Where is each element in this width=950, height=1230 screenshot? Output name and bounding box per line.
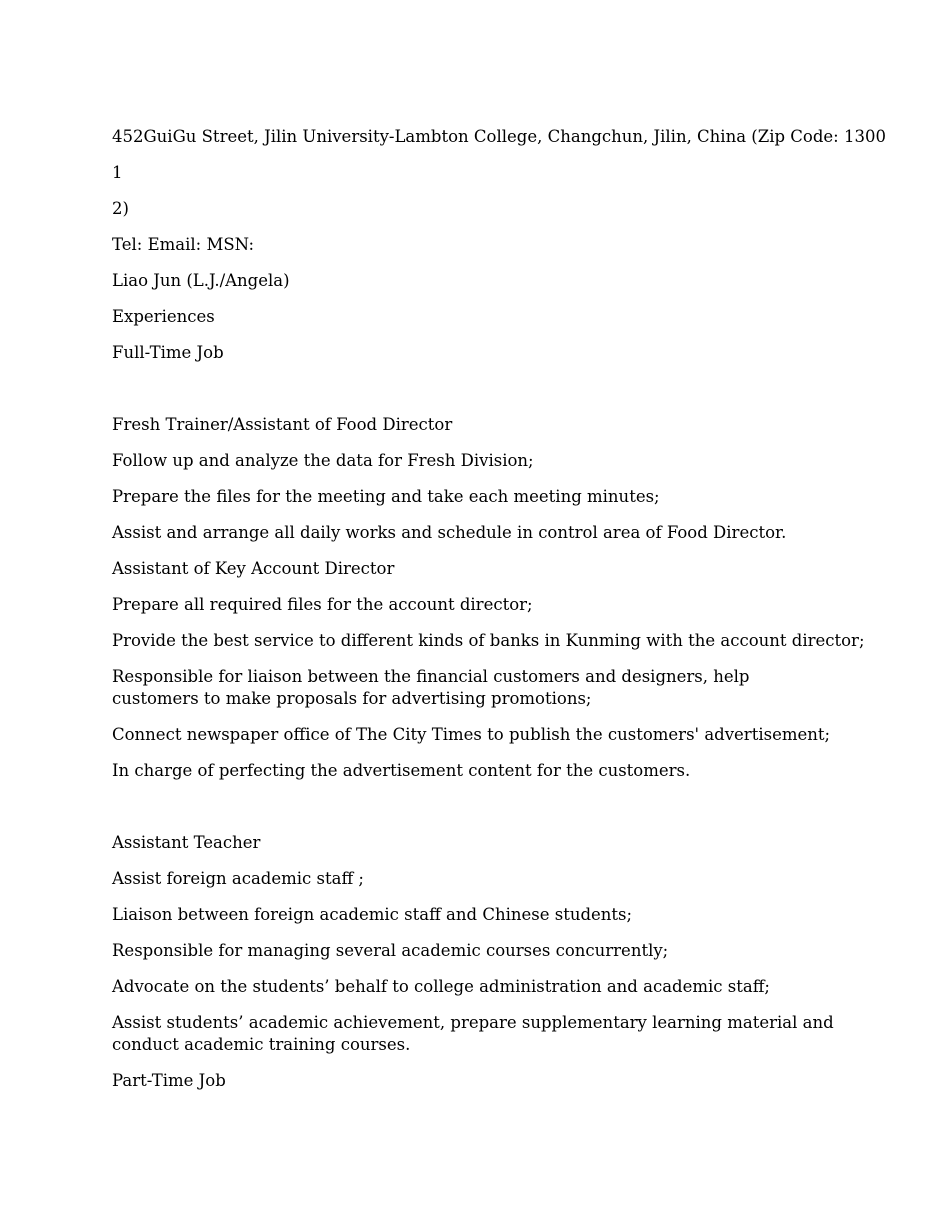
job-title-fresh-trainer: Fresh Trainer/Assistant of Food Director: [112, 415, 453, 434]
duty-line: Assist foreign academic staff ;: [112, 869, 364, 888]
address-zip-part-1: 1: [112, 163, 123, 182]
address-line: 452GuiGu Street, Jilin University-Lambton College, Changchun, Jilin, China (Zip Code: 1300: [112, 127, 886, 146]
document-page: [112, 126, 886, 1106]
address-zip-part-2: 2): [112, 199, 129, 218]
duty-line: Assist students’ academic achievement, prepare supplementary learning material and conduct academic training courses.: [112, 1013, 834, 1054]
subheading-full-time-job: Full-Time Job: [112, 343, 224, 362]
duty-line: Connect newspaper office of The City Times to publish the customers' advertisement;: [112, 725, 831, 744]
job-title-assistant-teacher: Assistant Teacher: [112, 833, 261, 852]
name-line: Liao Jun (L.J./Angela): [112, 271, 290, 290]
duty-line: Responsible for liaison between the financial customers and designers, help customers to make proposals for advertising promotions;: [112, 667, 750, 708]
section-heading-experiences: Experiences: [112, 307, 215, 326]
duty-line: Assist and arrange all daily works and schedule in control area of Food Director.: [112, 523, 787, 542]
duty-line: Liaison between foreign academic staff and Chinese students;: [112, 905, 633, 924]
duty-line: Responsible for managing several academic courses concurrently;: [112, 941, 669, 960]
duty-line: In charge of perfecting the advertisement content for the customers.: [112, 761, 691, 780]
job-title-key-account-assistant: Assistant of Key Account Director: [112, 559, 395, 578]
duty-line: Follow up and analyze the data for Fresh Division;: [112, 451, 534, 470]
duty-line: Prepare all required files for the account director;: [112, 595, 533, 614]
duty-line: Provide the best service to different kinds of banks in Kunming with the account director;: [112, 631, 865, 650]
contact-line: Tel: Email: MSN:: [112, 235, 255, 254]
duty-line: Prepare the files for the meeting and take each meeting minutes;: [112, 487, 660, 506]
duty-line: Advocate on the students’ behalf to college administration and academic staff;: [112, 977, 770, 996]
subheading-part-time-job: Part-Time Job: [112, 1071, 226, 1090]
